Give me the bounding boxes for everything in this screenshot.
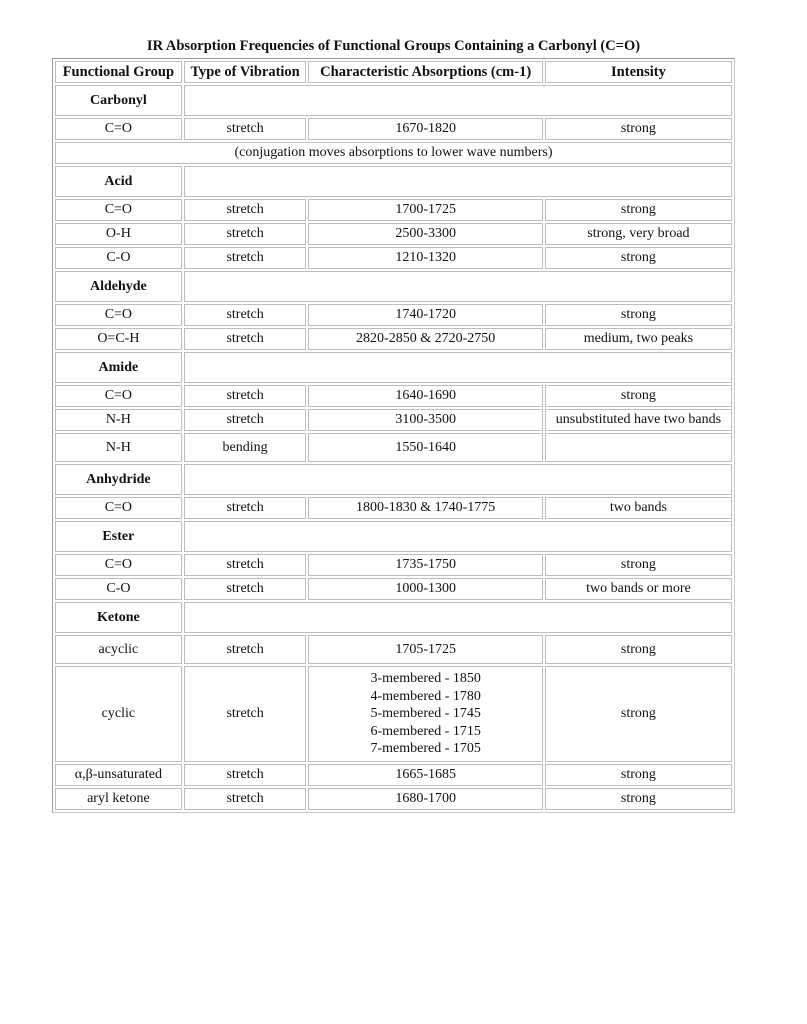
conjugation-note: (conjugation moves absorptions to lower wave numbers) — [55, 142, 732, 164]
cell-group: C=O — [55, 118, 182, 140]
group-row-aldehyde — [55, 271, 732, 302]
ring-size-3: 3-membered - 1850 — [370, 671, 481, 686]
cell-group: C=O — [55, 199, 182, 221]
ring-size-7: 7-membered - 1705 — [370, 741, 481, 756]
group-spacer — [184, 271, 732, 302]
cell-absorption: 1735-1750 — [308, 554, 542, 576]
table-row — [55, 118, 732, 140]
cell-vibration: stretch — [184, 118, 307, 140]
table-row-cyclic — [55, 666, 732, 762]
table-row — [55, 409, 732, 431]
header-characteristic-absorptions: Characteristic Absorptions (cm-1) — [308, 61, 542, 83]
group-name-carbonyl: Carbonyl — [55, 85, 182, 116]
cell-intensity: strong — [545, 788, 732, 810]
cell-intensity: unsubstituted have two bands — [545, 409, 732, 431]
cell-absorption: 1000-1300 — [308, 578, 542, 600]
cell-group: aryl ketone — [55, 788, 182, 810]
table-row — [55, 433, 732, 462]
cell-group: O-H — [55, 223, 182, 245]
cell-intensity: strong — [545, 635, 732, 664]
group-spacer — [184, 464, 732, 495]
ir-absorption-table — [52, 16, 735, 813]
table-row — [55, 199, 732, 221]
table-row — [55, 247, 732, 269]
cell-vibration: stretch — [184, 554, 307, 576]
cell-intensity: strong — [545, 199, 732, 221]
group-spacer — [184, 85, 732, 116]
cell-vibration: stretch — [184, 578, 307, 600]
cell-intensity: strong, very broad — [545, 223, 732, 245]
cell-absorption: 1800-1830 & 1740-1775 — [308, 497, 542, 519]
cell-vibration: stretch — [184, 788, 307, 810]
header-type-of-vibration: Type of Vibration — [184, 61, 307, 83]
header-intensity: Intensity — [545, 61, 732, 83]
cell-absorption: 1680-1700 — [308, 788, 542, 810]
cell-intensity — [545, 433, 732, 462]
cell-group: N-H — [55, 433, 182, 462]
cell-group: C-O — [55, 247, 182, 269]
cell-group: C-O — [55, 578, 182, 600]
ring-size-4: 4-membered - 1780 — [370, 688, 481, 704]
header-functional-group: Functional Group — [55, 61, 182, 83]
header-row — [55, 61, 732, 83]
group-spacer — [184, 602, 732, 633]
cell-absorption: 1740-1720 — [308, 304, 542, 326]
group-name-anhydride: Anhydride — [55, 464, 182, 495]
ir-table-sheet — [52, 16, 735, 813]
group-name-aldehyde: Aldehyde — [55, 271, 182, 302]
cell-intensity: medium, two peaks — [545, 328, 732, 350]
group-row-ester — [55, 521, 732, 552]
table-row — [55, 788, 732, 810]
cell-group: cyclic — [55, 666, 182, 762]
cell-group: C=O — [55, 385, 182, 407]
table-row — [55, 764, 732, 786]
table-title: IR Absorption Frequencies of Functional Groups Containing a Carbonyl (C=O) — [146, 38, 641, 54]
note-row — [55, 142, 732, 164]
group-name-amide: Amide — [55, 352, 182, 383]
ring-size-6: 6-membered - 1715 — [370, 723, 481, 739]
ring-size-5: 5-membered - 1745 — [370, 706, 481, 721]
cell-intensity: strong — [545, 666, 732, 762]
cell-absorption: 1550-1640 — [308, 433, 542, 462]
cell-group: O=C-H — [55, 328, 182, 350]
group-row-carbonyl — [55, 85, 732, 116]
cell-vibration: stretch — [184, 328, 307, 350]
cell-intensity: strong — [545, 304, 732, 326]
cell-vibration: bending — [184, 433, 307, 462]
cell-vibration: stretch — [184, 199, 307, 221]
cell-absorption-list — [308, 666, 542, 762]
cell-intensity: strong — [545, 764, 732, 786]
cell-group: C=O — [55, 554, 182, 576]
group-name-ketone: Ketone — [55, 602, 182, 633]
table-row — [55, 635, 732, 664]
group-row-ketone — [55, 602, 732, 633]
group-spacer — [184, 521, 732, 552]
cell-group: acyclic — [55, 635, 182, 664]
cell-vibration: stretch — [184, 304, 307, 326]
cell-vibration: stretch — [184, 497, 307, 519]
table-row — [55, 578, 732, 600]
cell-vibration: stretch — [184, 764, 307, 786]
cell-vibration: stretch — [184, 409, 307, 431]
table-row — [55, 328, 732, 350]
cell-intensity: two bands — [545, 497, 732, 519]
table-row — [55, 497, 732, 519]
cell-vibration: stretch — [184, 635, 307, 664]
table-row — [55, 385, 732, 407]
group-name-acid: Acid — [55, 166, 182, 197]
cell-intensity: strong — [545, 385, 732, 407]
cell-intensity: strong — [545, 247, 732, 269]
group-row-acid — [55, 166, 732, 197]
cell-intensity: two bands or more — [545, 578, 732, 600]
cell-absorption: 1670-1820 — [308, 118, 542, 140]
cell-vibration: stretch — [184, 385, 307, 407]
cell-intensity: strong — [545, 118, 732, 140]
cell-absorption: 1210-1320 — [308, 247, 542, 269]
table-row — [55, 554, 732, 576]
cell-absorption: 3100-3500 — [308, 409, 542, 431]
cell-intensity: strong — [545, 554, 732, 576]
cell-group: α,β-unsaturated — [55, 764, 182, 786]
table-row — [55, 223, 732, 245]
group-row-amide — [55, 352, 732, 383]
cell-group: C=O — [55, 497, 182, 519]
cell-absorption: 1640-1690 — [308, 385, 542, 407]
cell-group: N-H — [55, 409, 182, 431]
group-name-ester: Ester — [55, 521, 182, 552]
cell-absorption: 1665-1685 — [308, 764, 542, 786]
group-spacer — [184, 352, 732, 383]
cell-vibration: stretch — [184, 666, 307, 762]
table-row — [55, 304, 732, 326]
cell-absorption: 2820-2850 & 2720-2750 — [308, 328, 542, 350]
cell-group: C=O — [55, 304, 182, 326]
group-row-anhydride — [55, 464, 732, 495]
cell-absorption: 1700-1725 — [308, 199, 542, 221]
cell-vibration: stretch — [184, 223, 307, 245]
cell-vibration: stretch — [184, 247, 307, 269]
cell-absorption: 1705-1725 — [308, 635, 542, 664]
group-spacer — [184, 166, 732, 197]
cell-absorption: 2500-3300 — [308, 223, 542, 245]
